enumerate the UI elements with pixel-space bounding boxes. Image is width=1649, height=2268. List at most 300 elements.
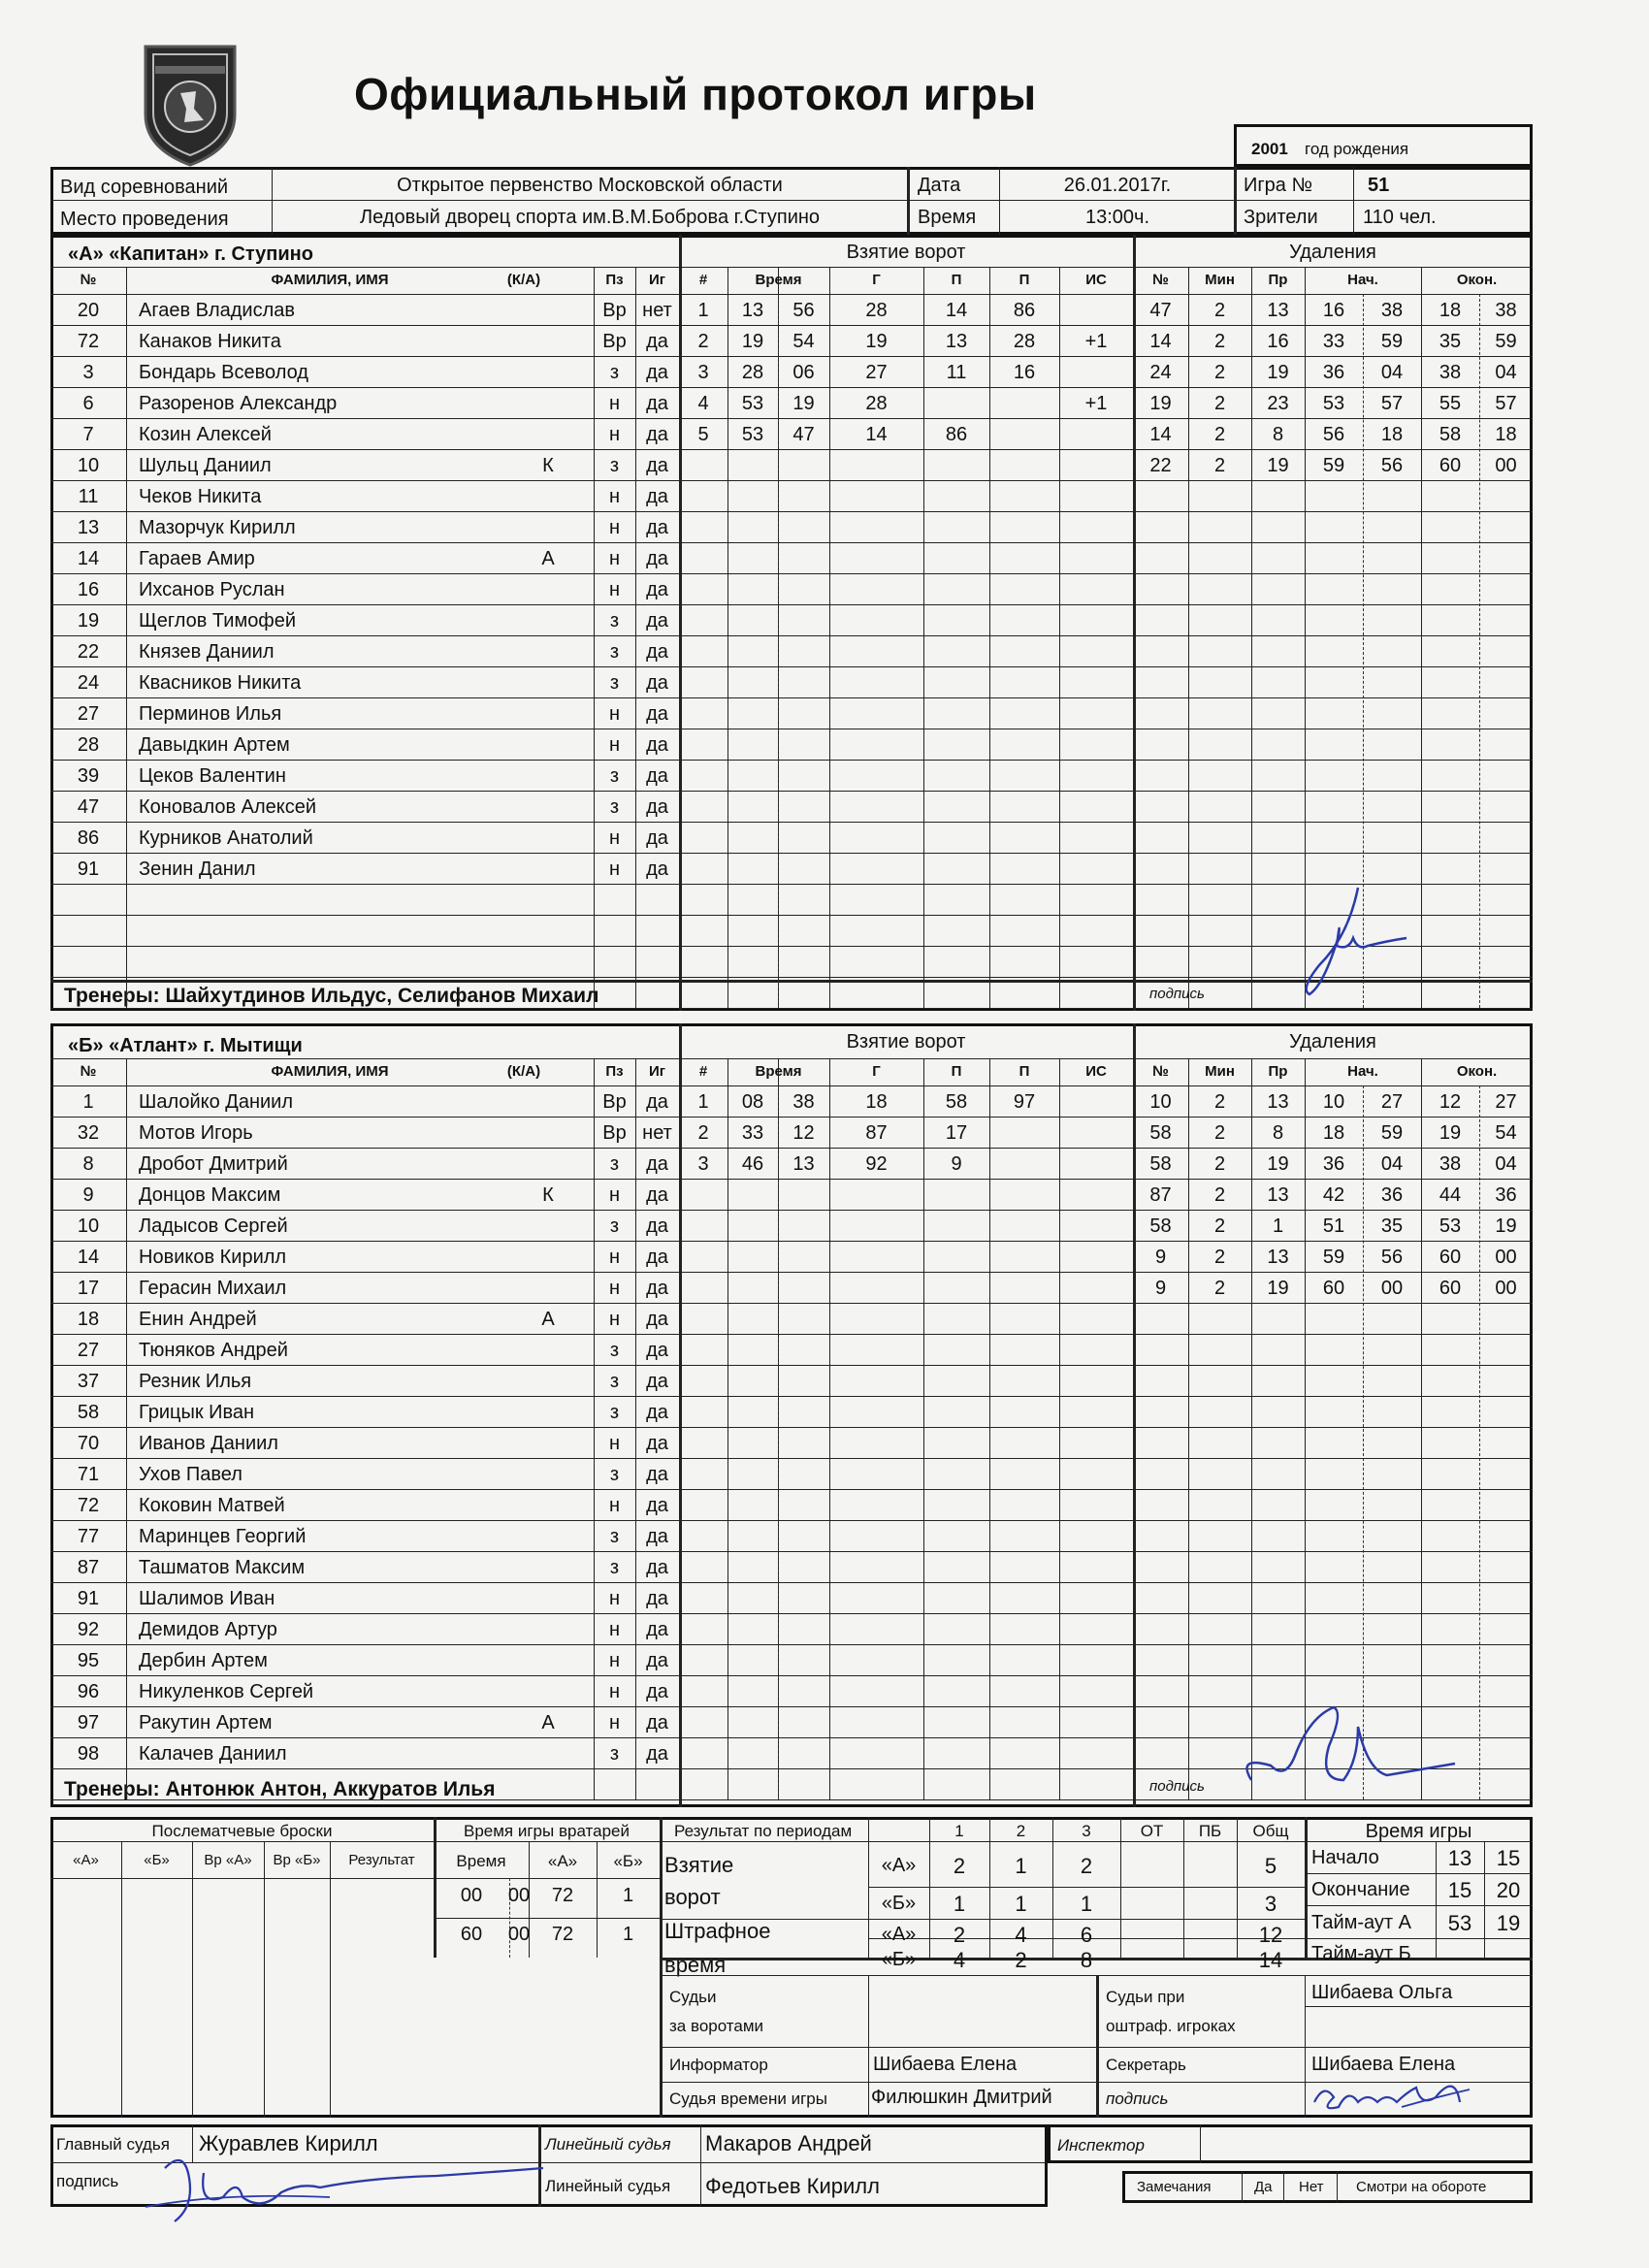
player-number: 58	[77, 1402, 100, 1423]
penalty-minutes: 2	[1213, 455, 1226, 476]
penalty-reason: 19	[1267, 362, 1289, 383]
player-role: А	[541, 548, 555, 569]
grid-line-v	[264, 1841, 265, 2118]
period-value: 3	[1264, 1892, 1277, 1916]
player-number: 77	[77, 1526, 100, 1547]
penalty-player: 58	[1149, 1122, 1172, 1144]
game-time-label: Окончание	[1311, 1879, 1410, 1900]
penalty-start-min: 10	[1322, 1091, 1345, 1113]
grid-line-h	[50, 1365, 1533, 1366]
player-position: н	[608, 1278, 621, 1299]
goal-second: 13	[792, 1153, 815, 1175]
player-name: Калачев Даниил	[139, 1743, 287, 1765]
goal-second: 47	[792, 424, 815, 445]
goal-second: 19	[792, 393, 815, 414]
penalty-start-min: 56	[1322, 424, 1345, 445]
penalty-end-sec: 57	[1495, 393, 1517, 414]
player-position: Вр	[602, 1122, 627, 1144]
player-name: Тюняков Андрей	[139, 1340, 288, 1361]
player-number: 72	[77, 1495, 100, 1516]
player-name: Ладысов Сергей	[139, 1215, 288, 1237]
penalty-player: 14	[1149, 331, 1172, 352]
penalty-end-min: 18	[1439, 300, 1462, 321]
team_a-hdr-strength: ИС	[1085, 272, 1107, 288]
team-a-penalties-title: Удаления	[1289, 242, 1376, 263]
player-role: А	[541, 1712, 555, 1733]
shootout-col-header: Вр «А»	[204, 1852, 252, 1868]
game-number: 51	[1368, 175, 1390, 196]
penalty-start-sec: 04	[1380, 1153, 1404, 1175]
game-time-value-1: 53	[1447, 1911, 1472, 1935]
goal-scorer: 14	[865, 424, 888, 445]
team-b-penalties-title: Удаления	[1289, 1031, 1376, 1053]
period-value: 4	[953, 1948, 966, 1972]
player-played: да	[646, 1712, 668, 1733]
player-number: 14	[77, 548, 100, 569]
player-played: да	[646, 1681, 668, 1702]
grid-line-h	[50, 356, 1533, 357]
penalty-player: 58	[1149, 1215, 1172, 1237]
team_b-hdr-assist1: П	[951, 1063, 962, 1080]
penalty-judges-label-1: Судьи при	[1106, 1988, 1185, 2006]
document-title: Официальный протокол игры	[354, 69, 1037, 119]
grid-line-h	[50, 666, 1533, 667]
penalty-minutes: 2	[1213, 1247, 1226, 1268]
player-name: Коновалов Алексей	[139, 796, 317, 818]
game-time-value-1: 13	[1447, 1846, 1472, 1870]
period-value: 14	[1258, 1948, 1283, 1972]
period-value: 4	[1015, 1923, 1027, 1947]
player-position: з	[609, 1340, 620, 1361]
player-position: з	[609, 1153, 620, 1175]
player-name: Демидов Артур	[139, 1619, 277, 1640]
player-played: нет	[642, 300, 672, 321]
player-number: 1	[82, 1091, 94, 1113]
penalty-reason: 13	[1267, 1247, 1289, 1268]
penalty-start-sec: 59	[1380, 331, 1404, 352]
goal-minute: 08	[741, 1091, 764, 1113]
player-name: Перминов Илья	[139, 703, 282, 725]
player-position: н	[608, 1681, 621, 1702]
penalty-reason: 13	[1267, 300, 1289, 321]
player-position: з	[609, 1215, 620, 1237]
grid-line-h	[50, 1427, 1533, 1428]
player-role: К	[542, 455, 554, 476]
team_b-hdr-assist2: П	[1018, 1063, 1030, 1080]
player-position: н	[608, 424, 621, 445]
grid-line-h	[50, 1396, 1533, 1397]
birth-year: 2001	[1251, 140, 1288, 158]
goalie-col-header: «Б»	[613, 1852, 643, 1870]
player-position: н	[608, 1433, 621, 1454]
grid-line-h	[50, 1085, 1533, 1086]
main-referee-signature	[146, 2139, 553, 2231]
penalty-start-min: 59	[1322, 455, 1345, 476]
player-played: да	[646, 703, 668, 725]
player-role: А	[541, 1309, 555, 1330]
player-number: 14	[77, 1247, 100, 1268]
penalty-start-sec: 56	[1380, 1247, 1404, 1268]
team_a-hdr-assist2: П	[1018, 272, 1030, 288]
player-name: Чеков Никита	[139, 486, 262, 507]
player-number: 97	[77, 1712, 100, 1733]
team_a-hdr-pen-end: Окон.	[1456, 272, 1498, 288]
player-position: н	[608, 1588, 621, 1609]
grid-line-h	[50, 294, 1533, 295]
grid-line-h	[50, 1303, 1533, 1304]
team_a-hdr-goal-no: #	[698, 272, 708, 288]
player-number: 71	[77, 1464, 100, 1485]
penalty-minutes: 2	[1213, 331, 1226, 352]
player-number: 10	[77, 1215, 100, 1237]
penalty-minutes: 2	[1213, 424, 1226, 445]
player-position: н	[608, 1650, 621, 1671]
team-b-goals-title: Взятие ворот	[846, 1031, 966, 1053]
player-name: Дробот Дмитрий	[139, 1153, 288, 1175]
period-col-header: 2	[1016, 1822, 1026, 1840]
player-position: з	[609, 641, 620, 663]
player-played: да	[646, 765, 668, 787]
line-judge-1-label: Линейный судья	[545, 2135, 671, 2154]
game-time-label: Начало	[1311, 1847, 1379, 1868]
goal-assist-1: 14	[945, 300, 968, 321]
penalty-reason: 13	[1267, 1091, 1289, 1113]
player-played: да	[646, 672, 668, 694]
player-played: да	[646, 579, 668, 600]
goal-assist-2: 28	[1013, 331, 1036, 352]
penalty-start-sec: 18	[1380, 424, 1404, 445]
player-played: да	[646, 1091, 668, 1113]
grid-line-h	[50, 791, 1533, 792]
game-label: Игра №	[1244, 175, 1312, 196]
goal-assist-1: 9	[951, 1153, 962, 1175]
player-number: 91	[77, 859, 100, 880]
inspector-label: Инспектор	[1057, 2136, 1145, 2155]
penalty-end-min: 12	[1439, 1091, 1462, 1113]
grid-line-h	[50, 418, 1533, 419]
grid-line-h	[50, 1551, 1533, 1552]
player-position: з	[609, 1526, 620, 1547]
grid-line-h	[50, 1582, 1533, 1583]
player-name: Грицык Иван	[139, 1402, 255, 1423]
grid-line-v	[121, 1841, 122, 2118]
player-position: н	[608, 1495, 621, 1516]
birth-year-label: год рождения	[1305, 140, 1409, 158]
player-number: 11	[78, 486, 99, 507]
player-played: да	[646, 1619, 668, 1640]
team-b-signature-label: подпись	[1149, 1778, 1205, 1795]
goal-number: 1	[697, 1091, 709, 1113]
player-position: н	[608, 703, 621, 725]
player-played: да	[646, 859, 668, 880]
team_b-hdr-pen-min: Мин	[1205, 1063, 1235, 1080]
penalty-end-min: 60	[1439, 1247, 1462, 1268]
see-back-label: Смотри на обороте	[1356, 2179, 1487, 2195]
team_b-hdr-pen-no: №	[1152, 1063, 1169, 1080]
team_b-hdr-strength: ИС	[1085, 1063, 1107, 1080]
player-name: Шалойко Даниил	[139, 1091, 294, 1113]
team_a-hdr-goal-time: Время	[755, 272, 802, 288]
player-played: да	[646, 1215, 668, 1237]
goal-minute: 46	[741, 1153, 764, 1175]
goal-number: 2	[697, 331, 709, 352]
goal-second: 54	[792, 331, 815, 352]
shootout-col-header: Результат	[348, 1852, 415, 1868]
grid-line-dashed	[778, 1085, 779, 1799]
goal-number: 3	[697, 1153, 709, 1175]
player-position: з	[609, 610, 620, 632]
goal-second: 56	[792, 300, 815, 321]
team_a-hdr-pen-no: №	[1152, 272, 1169, 288]
penalty-reason: 1	[1272, 1215, 1284, 1237]
penalty-start-min: 36	[1322, 362, 1345, 383]
period-col-header: 3	[1082, 1822, 1091, 1840]
grid-line-h	[50, 387, 1533, 388]
player-name: Герасин Михаил	[139, 1278, 287, 1299]
player-played: да	[646, 1340, 668, 1361]
player-number: 7	[82, 424, 94, 445]
player-played: да	[646, 1464, 668, 1485]
player-number: 20	[77, 300, 100, 321]
grid-line-h	[50, 1241, 1533, 1242]
goal-assist-1: 11	[946, 362, 967, 383]
grid-line-h	[50, 1117, 1533, 1118]
player-number: 27	[77, 1340, 100, 1361]
player-number: 91	[77, 1588, 100, 1609]
penalty-start-sec: 04	[1380, 362, 1404, 383]
team_a-hdr-scorer: Г	[872, 272, 881, 288]
goal-scorer: 18	[865, 1091, 888, 1113]
secretary-name: Шибаева Елена	[1311, 2054, 1456, 2075]
goal-scorer: 27	[865, 362, 888, 383]
period-value: 2	[1015, 1948, 1027, 1972]
player-position: з	[609, 1464, 620, 1485]
player-position: Вр	[602, 1091, 627, 1113]
goal-assist-2: 97	[1013, 1091, 1036, 1113]
player-played: да	[646, 1153, 668, 1175]
penalty-reason: 19	[1267, 1278, 1289, 1299]
player-position: н	[608, 1247, 621, 1268]
informer-name: Шибаева Елена	[873, 2054, 1018, 2075]
grid-line-h	[50, 542, 1533, 543]
penalty-start-min: 18	[1322, 1122, 1345, 1144]
grid-line-h	[50, 1272, 1533, 1273]
player-number: 37	[77, 1371, 100, 1392]
remarks-no: Нет	[1299, 2179, 1324, 2195]
grid-line-h	[50, 449, 1533, 450]
goal-second: 06	[792, 362, 815, 383]
player-name: Новиков Кирилл	[139, 1247, 287, 1268]
goal-assist-2: 16	[1013, 362, 1036, 383]
player-number: 19	[77, 610, 100, 632]
team_a-hdr-ka: (К/А)	[506, 272, 541, 288]
period-value: 8	[1080, 1948, 1093, 1972]
player-name: Ракутин Артем	[139, 1712, 273, 1733]
penalty-start-sec: 59	[1380, 1122, 1404, 1144]
grid-line-h	[50, 853, 1533, 854]
goal-minute: 28	[741, 362, 764, 383]
player-position: з	[609, 1371, 620, 1392]
goalie-b: 1	[622, 1885, 634, 1906]
player-played: да	[646, 424, 668, 445]
team_a-hdr-assist1: П	[951, 272, 962, 288]
grid-line-h	[50, 822, 1533, 823]
player-played: нет	[642, 1122, 672, 1144]
game-time-value-2: 19	[1496, 1911, 1521, 1935]
penalty-player: 9	[1154, 1278, 1167, 1299]
penalty-reason: 16	[1267, 331, 1289, 352]
penalty-reason: 19	[1267, 1153, 1289, 1175]
grid-line-h	[50, 1179, 1533, 1180]
spectators-value: 110 чел.	[1363, 207, 1437, 228]
period-value: 2	[1080, 1854, 1093, 1878]
grid-line-h	[50, 1334, 1533, 1335]
player-played: да	[646, 455, 668, 476]
player-number: 13	[77, 517, 100, 538]
team_b-hdr-goal-no: #	[698, 1063, 708, 1080]
player-name: Енин Андрей	[139, 1309, 257, 1330]
goal-scorer: 28	[865, 300, 888, 321]
venue-value: Ледовый дворец спорта им.В.М.Боброва г.Ступино	[359, 207, 821, 228]
penalty-end-min: 35	[1439, 331, 1462, 352]
period-value: 1	[1015, 1892, 1027, 1916]
player-number: 10	[77, 455, 100, 476]
player-position: н	[608, 517, 621, 538]
pim-label-line2: время	[664, 1953, 727, 1977]
penalty-minutes: 2	[1213, 1215, 1226, 1237]
penalty-start-sec: 57	[1380, 393, 1404, 414]
competition-label: Вид соревнований	[60, 177, 229, 198]
player-position: з	[609, 362, 620, 383]
shootout-col-header: Вр «Б»	[273, 1852, 321, 1868]
team-marker: «А»	[881, 1924, 917, 1945]
penalty-minutes: 2	[1213, 393, 1226, 414]
player-played: да	[646, 1309, 668, 1330]
grid-line-h	[1305, 1938, 1533, 1939]
player-played: да	[646, 610, 668, 632]
penalty-minutes: 2	[1213, 1091, 1226, 1113]
penalty-start-min: 16	[1322, 300, 1345, 321]
player-position: н	[608, 1619, 621, 1640]
penalty-end-min: 53	[1439, 1215, 1462, 1237]
goal-assist-1: 17	[945, 1122, 968, 1144]
team-b-coaches: Тренеры: Антонюк Антон, Аккуратов Илья	[64, 1778, 496, 1800]
grid-line-h	[50, 1458, 1533, 1459]
player-played: да	[646, 734, 668, 756]
penalty-end-min: 38	[1439, 362, 1462, 383]
shootout-title: Послематчевые броски	[151, 1822, 333, 1840]
grid-line-h	[434, 1918, 660, 1919]
game-time-label: Тайм-аут А	[1311, 1912, 1411, 1933]
grid-line-h	[868, 1919, 1305, 1920]
grid-line-h	[50, 760, 1533, 761]
goal-minute: 13	[741, 300, 764, 321]
penalty-end-min: 58	[1439, 424, 1462, 445]
penalty-end-sec: 19	[1495, 1215, 1517, 1237]
period-col-header: 1	[954, 1822, 964, 1840]
team-marker: «Б»	[881, 1949, 917, 1970]
penalty-minutes: 2	[1213, 1122, 1226, 1144]
goal-scorer: 92	[865, 1153, 888, 1175]
goal-scorer: 87	[865, 1122, 888, 1144]
player-played: да	[646, 548, 668, 569]
period-value: 6	[1080, 1923, 1093, 1947]
main-referee-signature-label: подпись	[56, 2172, 119, 2190]
player-name: Разоренов Александр	[139, 393, 338, 414]
penalty-end-min: 38	[1439, 1153, 1462, 1175]
player-number: 27	[77, 703, 100, 725]
grid-line-v	[1059, 1058, 1060, 1799]
player-position: н	[608, 579, 621, 600]
penalty-minutes: 2	[1213, 300, 1226, 321]
goal-judges-label-1: Судьи	[669, 1988, 717, 2006]
player-played: да	[646, 1433, 668, 1454]
player-position: н	[608, 1184, 621, 1206]
penalty-start-sec: 27	[1380, 1091, 1404, 1113]
goal-minute: 53	[741, 393, 764, 414]
player-played: да	[646, 1743, 668, 1765]
team_b-hdr-scorer: Г	[872, 1063, 881, 1080]
player-name: Козин Алексей	[139, 424, 272, 445]
goalie-time-min: 00	[460, 1885, 483, 1906]
penalty-reason: 8	[1272, 424, 1284, 445]
goal-strength: +1	[1084, 393, 1108, 414]
grid-line-h	[50, 604, 1533, 605]
player-name: Шульц Даниил	[139, 455, 272, 476]
player-number: 24	[77, 672, 100, 694]
player-played: да	[646, 1526, 668, 1547]
shootout-col-header: «Б»	[144, 1852, 170, 1868]
timekeeper-name: Филюшкин Дмитрий	[871, 2087, 1052, 2108]
penalty-reason: 8	[1272, 1122, 1284, 1144]
team_a-hdr-plays: Иг	[648, 272, 666, 288]
grid-line-h	[50, 1148, 1533, 1149]
penalty-start-sec: 35	[1380, 1215, 1404, 1237]
player-name: Щеглов Тимофей	[139, 610, 297, 632]
secretary-signature	[1310, 2068, 1474, 2117]
period-value: 2	[953, 1923, 966, 1947]
player-name: Никуленков Сергей	[139, 1681, 314, 1702]
game-time-value-2: 20	[1496, 1878, 1521, 1902]
penalty-start-sec: 56	[1380, 455, 1404, 476]
grid-line-h	[50, 1210, 1533, 1211]
goal-assist-1: 58	[945, 1091, 968, 1113]
player-position: н	[608, 734, 621, 756]
grid-line-h	[50, 697, 1533, 698]
player-number: 70	[77, 1433, 100, 1454]
player-position: з	[609, 455, 620, 476]
team-a-goals-title: Взятие ворот	[846, 242, 966, 263]
team_b-hdr-pos: Пз	[605, 1063, 624, 1080]
player-number: 87	[77, 1557, 100, 1578]
penalty-start-sec: 00	[1380, 1278, 1404, 1299]
goalie-col-header: Время	[456, 1852, 506, 1870]
player-position: н	[608, 827, 621, 849]
grid-line-v	[192, 1841, 193, 2118]
game-time-value-2: 15	[1496, 1846, 1521, 1870]
player-number: 28	[77, 734, 100, 756]
player-number: 22	[77, 641, 100, 663]
player-name: Мотов Игорь	[139, 1122, 253, 1144]
penalty-judge-name: Шибаева Ольга	[1311, 1982, 1453, 2003]
period-value: 1	[1080, 1892, 1093, 1916]
player-number: 9	[82, 1184, 94, 1206]
team-b-title: «Б» «Атлант» г. Мытищи	[68, 1035, 303, 1056]
player-position: н	[608, 1712, 621, 1733]
penalty-end-sec: 38	[1495, 300, 1517, 321]
player-name: Дербин Артем	[139, 1650, 268, 1671]
player-played: да	[646, 1371, 668, 1392]
